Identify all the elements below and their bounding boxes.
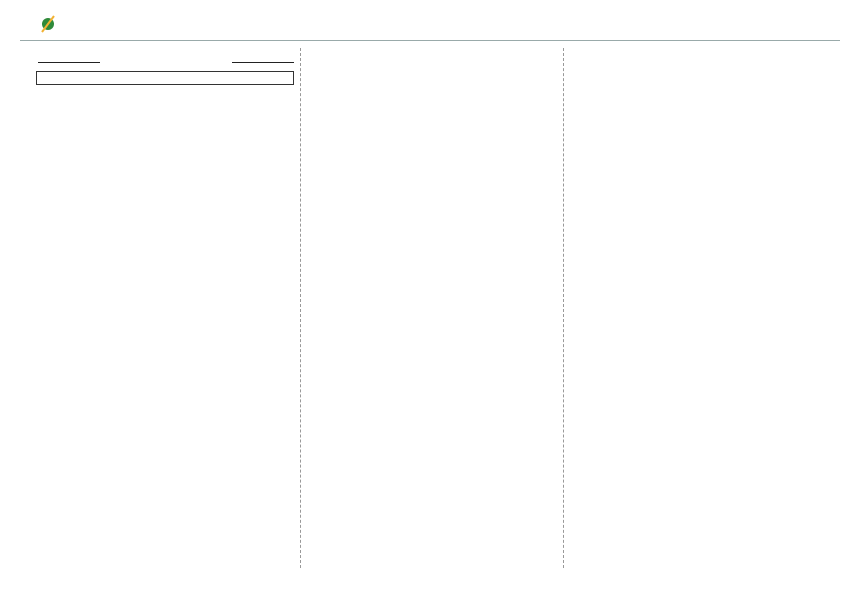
- page-column-1: [36, 48, 294, 568]
- score-table: [36, 71, 294, 85]
- page-column-3: [570, 48, 820, 568]
- class-field[interactable]: [38, 62, 100, 63]
- exam-meta: [37, 72, 294, 85]
- page-column-2: [307, 48, 557, 568]
- logo-icon: [38, 12, 158, 36]
- name-field[interactable]: [232, 62, 294, 63]
- name-row: [36, 56, 294, 65]
- header-divider: [20, 40, 840, 41]
- column-divider: [300, 48, 301, 568]
- column-divider: [563, 48, 564, 568]
